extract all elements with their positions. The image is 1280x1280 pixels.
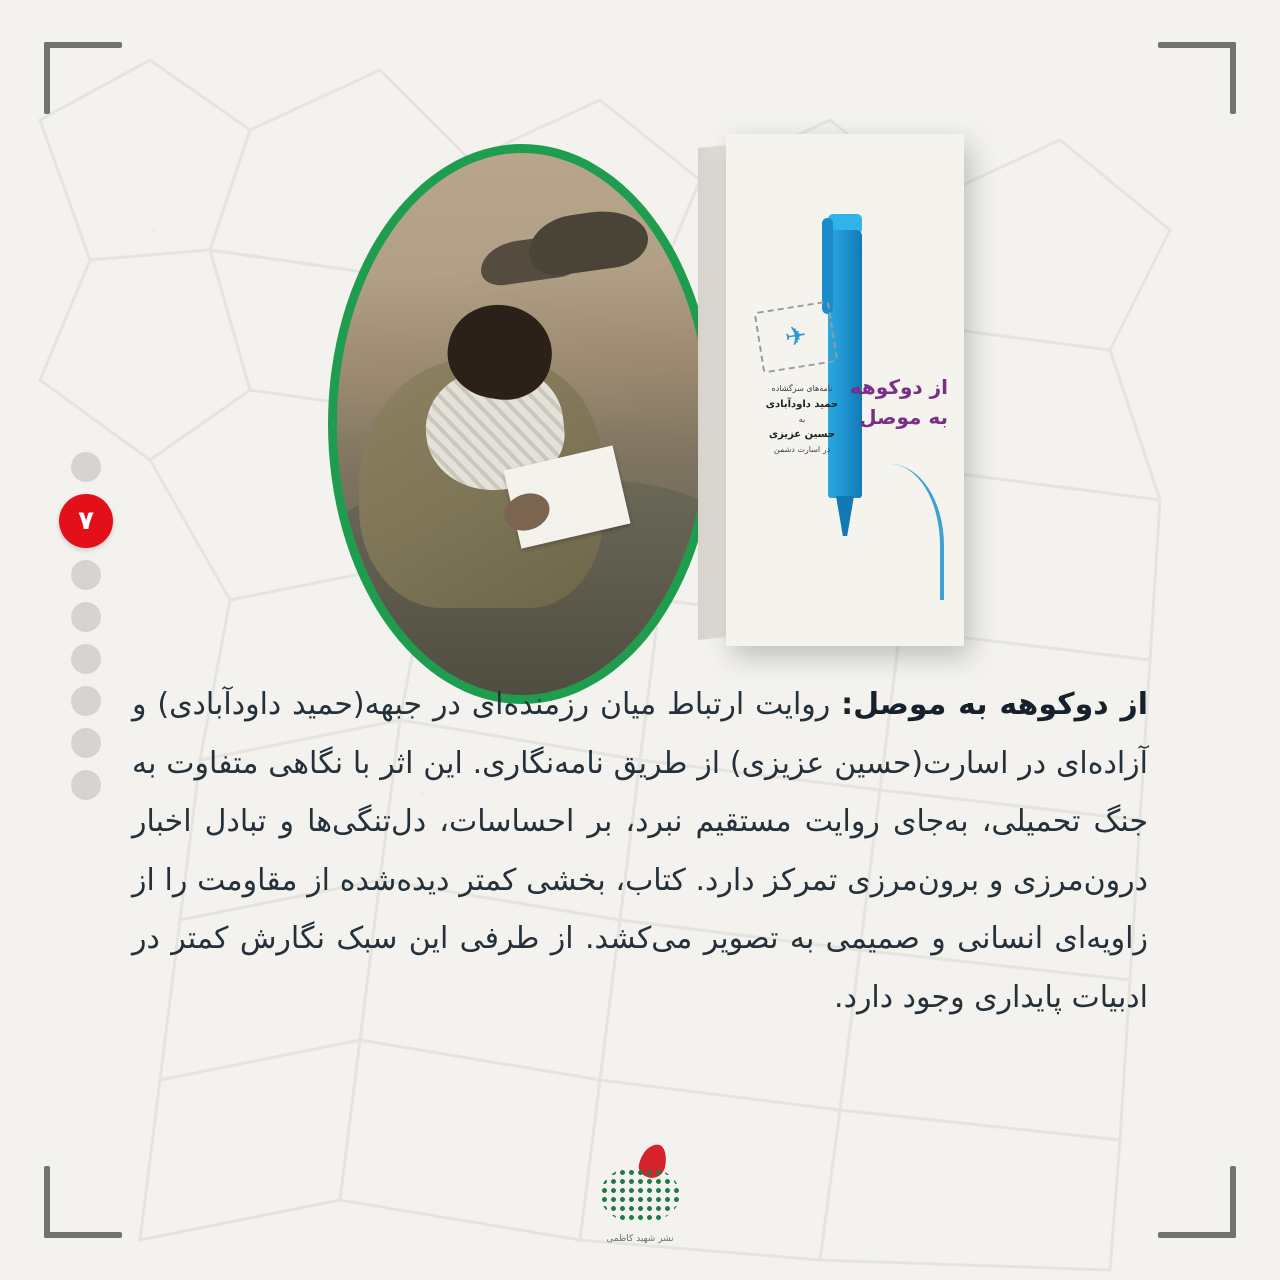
book-credit-name-1: حمید داودآبادی	[765, 398, 839, 410]
publisher-logo	[0, 1144, 1280, 1244]
hero-section	[300, 130, 1000, 690]
book-title-line-2: به موصل	[859, 405, 948, 429]
page-dot	[71, 452, 101, 482]
publisher-name: نشر شهید کاظمی	[606, 1234, 674, 1244]
page-dot	[71, 686, 101, 716]
page-dot	[71, 644, 101, 674]
bird-dots-logo-icon	[594, 1144, 686, 1230]
soldier-writing-letter-photo	[328, 144, 716, 704]
page-number-badge: ۷	[59, 494, 113, 548]
book-front-face	[726, 134, 964, 646]
book-credit-label-1: نامه‌های سرگشاده	[771, 384, 833, 393]
book-credit-name-2: حسین عزیزی	[768, 429, 836, 441]
corner-bracket-top-left	[44, 42, 130, 128]
article-body-text: روایت ارتباط میان رزمنده‌ای در جبهه(حمید داودآبادی) و آزاده‌ای در اسارت(حسین عزیزی) از طریق نامه‌نگاری. این اثر با نگاهی متفاوت به جنگ تحمیلی، به‌جای روایت مستقیم نبرد، بر احساسات، دل‌تنگی‌ها و تبادل اخبار درون‌مرزی و برون‌مرزی تمرکز دارد. کتاب، بخشی کمتر دیده‌شده از مقاومت را از زاویه‌ای انسانی و صمیمی به تصویر می‌کشد. از طرفی این سبک نگارش کمتر در ادبیات پایداری وجود دارد.	[132, 687, 1148, 1015]
page-indicator-rail	[56, 452, 116, 800]
book-title-line-1: از دوکوهه	[849, 375, 948, 399]
page-dot	[71, 728, 101, 758]
book-credit-label-3: در اسارت دشمن	[773, 445, 831, 455]
page-dot	[71, 560, 101, 590]
ink-squiggle-icon	[854, 464, 944, 600]
book-credits	[750, 382, 854, 457]
page-dot	[71, 602, 101, 632]
book-credit-label-2: به	[798, 414, 806, 424]
page-dot	[71, 770, 101, 800]
article-paragraph	[132, 676, 1148, 1027]
airplane-postmark-icon: ✈	[754, 300, 839, 373]
corner-bracket-top-right	[1150, 42, 1236, 128]
article-lead-title: از دوکوهه به موصل:	[841, 687, 1148, 722]
book-cover	[698, 130, 966, 650]
